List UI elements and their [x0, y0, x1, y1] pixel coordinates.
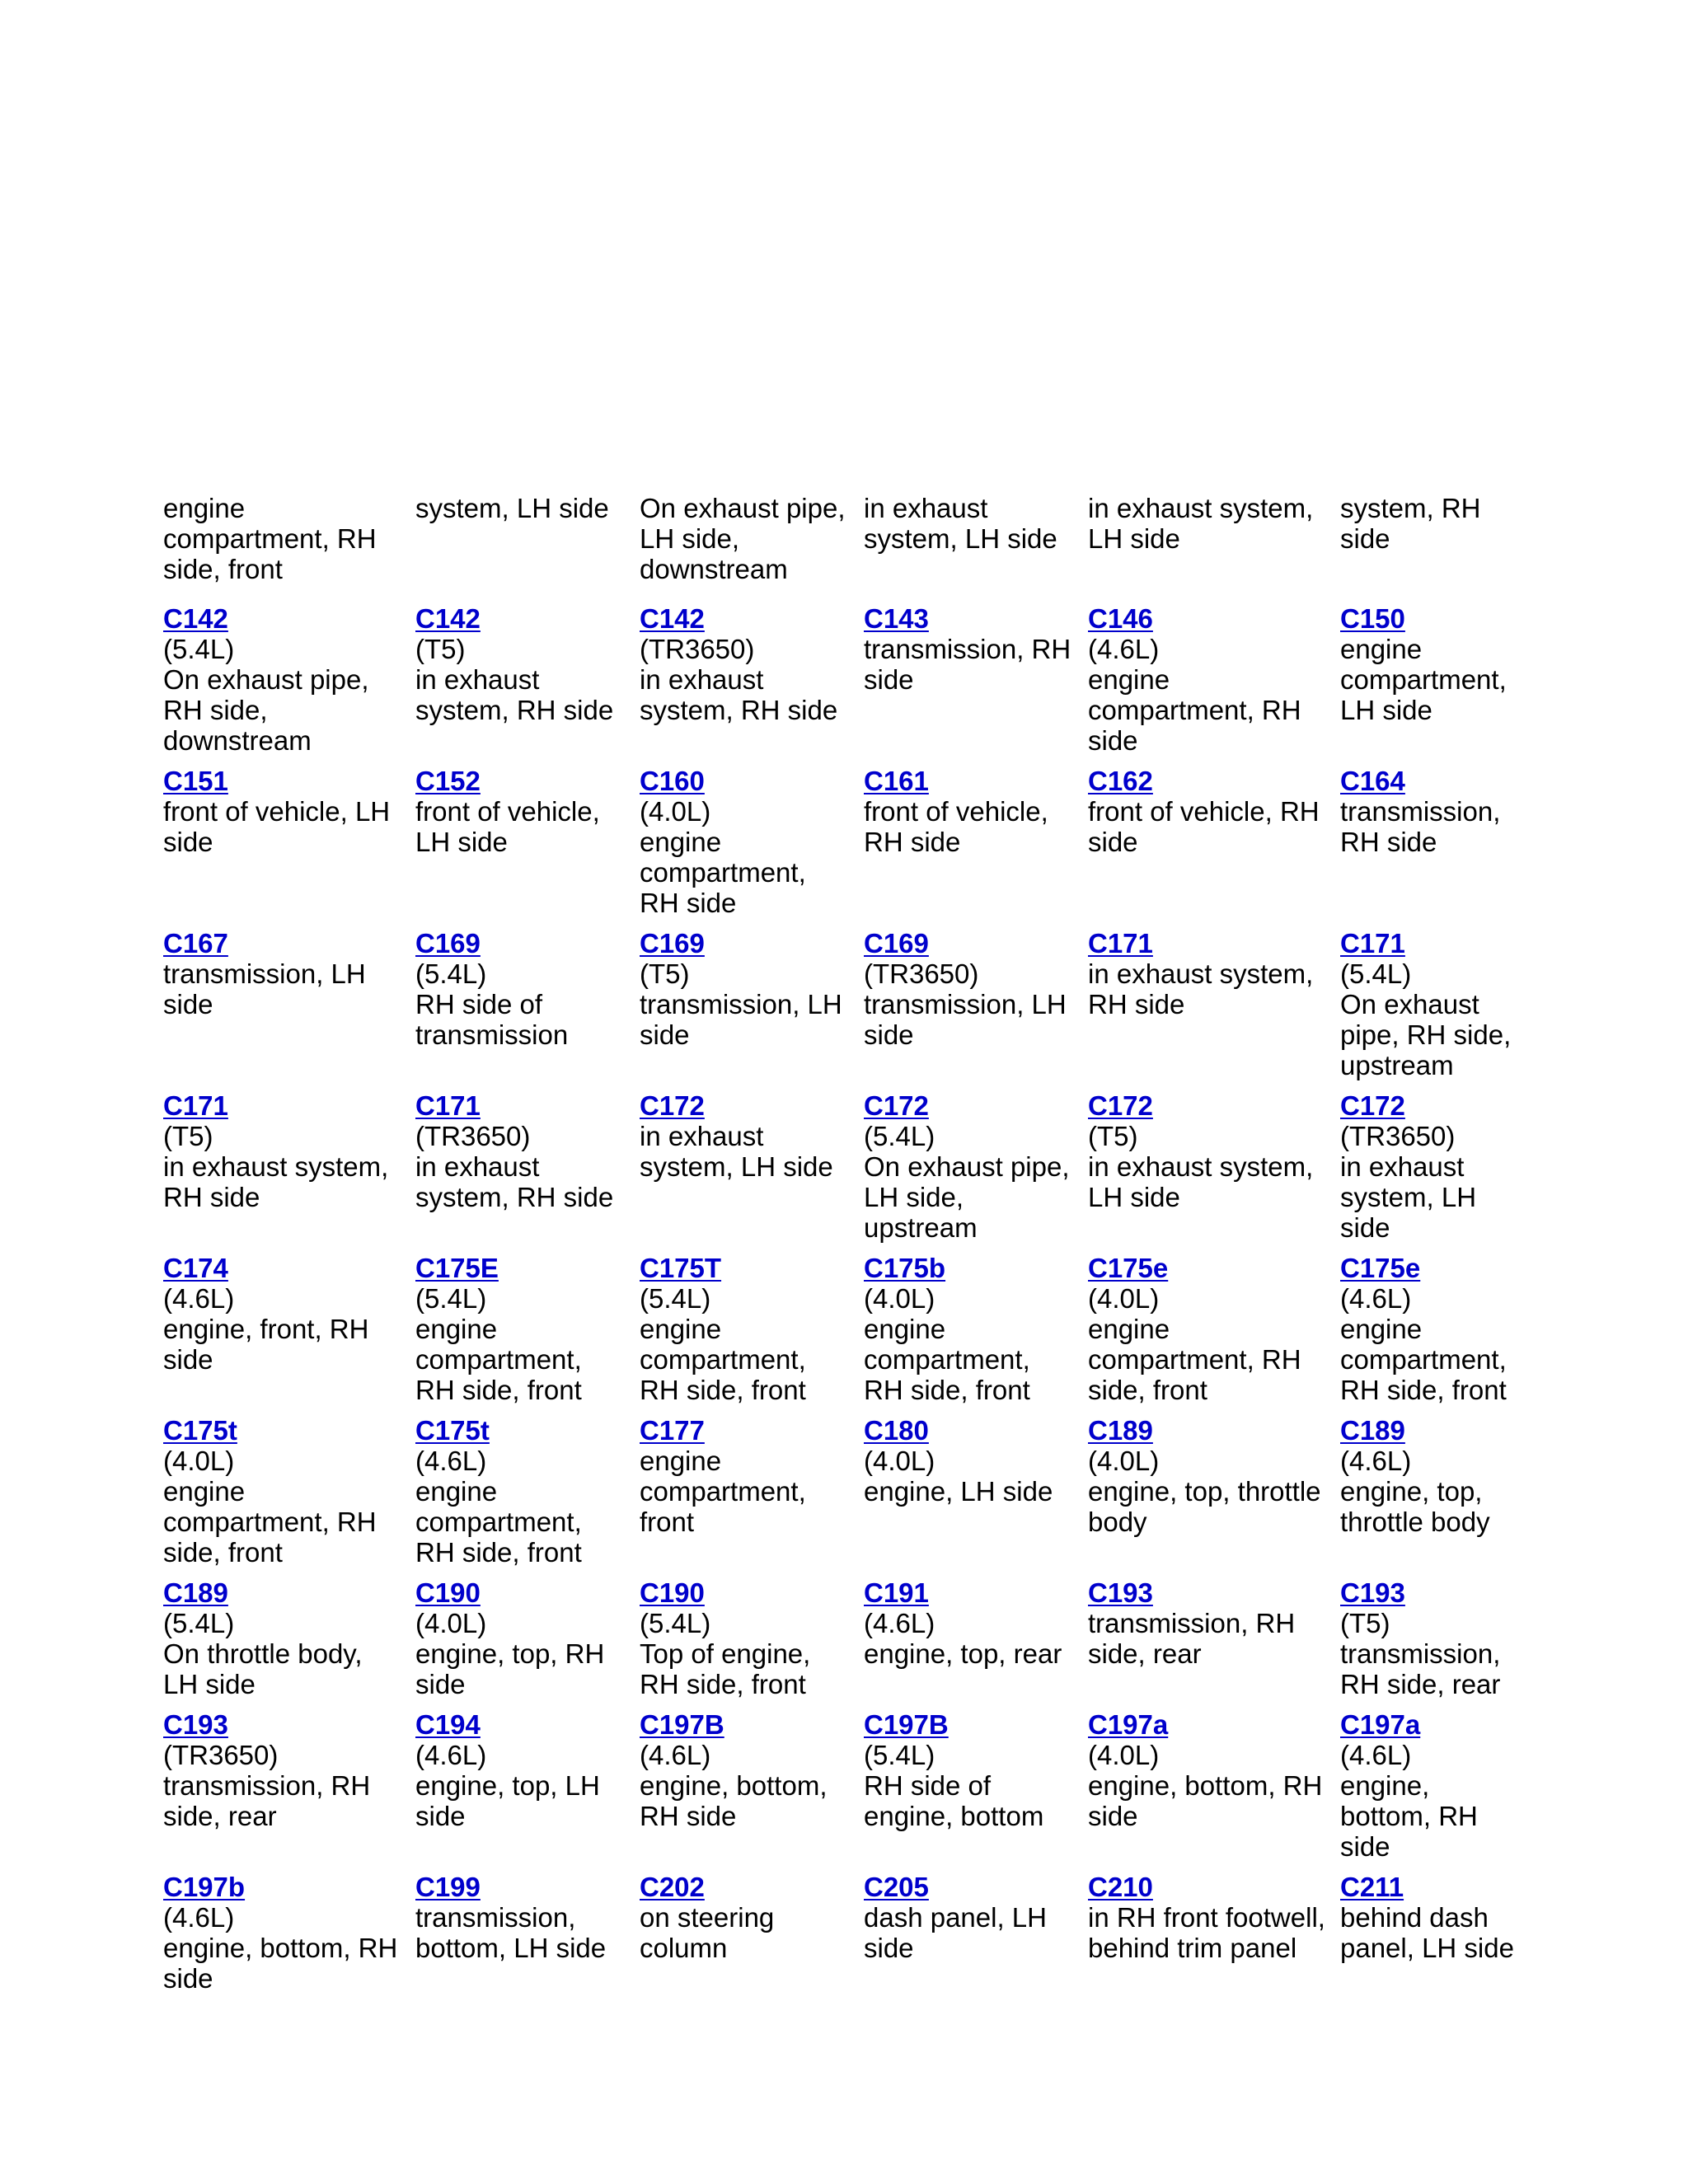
connector-location-text: (4.0L) [1088, 1283, 1160, 1314]
connector-location-text: side [163, 827, 213, 857]
connector-location-text: RH side, [163, 695, 268, 725]
connector-location-text: side [415, 1801, 466, 1831]
connector-location-text: engine [640, 1446, 722, 1476]
connector-link[interactable]: C193 [163, 1709, 228, 1740]
connector-location-text: side [163, 989, 213, 1019]
connector-location-text: transmission, [415, 1902, 576, 1933]
connector-location-text: in exhaust [640, 664, 764, 695]
table-row [163, 1253, 1538, 1415]
connector-location-text: transmission, RH [163, 1770, 371, 1801]
connector-cell [1088, 1709, 1340, 1872]
connector-link[interactable]: C175E [415, 1253, 499, 1283]
connector-location-text: engine, [1340, 1770, 1430, 1801]
connector-location-text: (5.4L) [415, 1283, 487, 1314]
connector-location-text: engine, top, LH [415, 1770, 600, 1801]
connector-cell [1340, 1577, 1538, 1709]
connector-location-text: On exhaust pipe, [864, 1151, 1070, 1182]
connector-cell [163, 1415, 415, 1577]
connector-location-text: side, front [1088, 1375, 1207, 1405]
connector-cell [163, 603, 415, 766]
connector-location-text: engine [415, 1476, 498, 1507]
connector-location-text: compartment, [1340, 1344, 1507, 1375]
connector-location-text: compartment, RH [163, 1507, 377, 1537]
connector-location-text: (TR3650) [415, 1121, 531, 1151]
connector-location-text: LH side [1088, 523, 1180, 554]
connector-location-text: RH side [640, 1801, 737, 1831]
connector-location-text: downstream [163, 725, 312, 756]
connector-cell [415, 1709, 640, 1872]
connector-location-text: system, RH [1340, 493, 1481, 523]
connector-location-text: (4.6L) [163, 1283, 235, 1314]
connector-link[interactable]: C191 [864, 1577, 929, 1608]
connector-location-text: side [864, 664, 914, 695]
connector-cell [864, 1872, 1088, 2034]
connector-location-text: system, LH [1340, 1182, 1477, 1212]
connector-cell [1088, 1577, 1340, 1709]
connector-location-text: front of vehicle, LH [163, 796, 391, 827]
connector-cell [1340, 766, 1538, 928]
connector-location-text: On exhaust pipe, [640, 493, 846, 523]
connector-link[interactable]: C193 [1088, 1577, 1153, 1608]
connector-location-text: On throttle body, [163, 1638, 363, 1669]
connector-location-text: upstream [1340, 1050, 1454, 1080]
connector-link[interactable]: C199 [415, 1872, 481, 1902]
connector-location-text: (4.6L) [1340, 1740, 1412, 1770]
connector-location-text: front of vehicle, [864, 796, 1048, 827]
connector-location-text: (TR3650) [864, 958, 979, 989]
connector-cell [1088, 766, 1340, 928]
connector-location-text: compartment, [640, 857, 806, 888]
connector-link[interactable]: C193 [1340, 1577, 1405, 1608]
connector-location-text: engine [1340, 1314, 1423, 1344]
connector-cell [640, 1709, 864, 1872]
connector-location-text: side [1088, 1801, 1138, 1831]
connector-cell [640, 1253, 864, 1415]
connector-link[interactable]: C175b [864, 1253, 946, 1283]
connector-cell [1088, 603, 1340, 766]
connector-cell [163, 1709, 415, 1872]
connector-location-text: engine [1088, 664, 1170, 695]
connector-location-text: upstream [864, 1212, 978, 1243]
connector-location-text: (5.4L) [864, 1740, 935, 1770]
connector-location-text: (4.0L) [864, 1446, 935, 1476]
connector-location-text: (4.6L) [864, 1608, 935, 1638]
connector-cell [1340, 1090, 1538, 1253]
connector-location-text: bottom, LH side [415, 1933, 607, 1963]
connector-link[interactable]: C175T [640, 1253, 722, 1283]
connector-location-text: (T5) [163, 1121, 213, 1151]
connector-cell [163, 1253, 415, 1415]
connector-cell [1088, 493, 1340, 603]
connector-cell [640, 1090, 864, 1253]
connector-cell [1340, 1872, 1538, 2034]
connector-location-text: (T5) [640, 958, 690, 989]
connector-link[interactable]: C172 [864, 1090, 929, 1121]
connector-location-text: throttle body [1340, 1507, 1490, 1537]
connector-cell [1340, 603, 1538, 766]
connector-location-text: RH side [864, 827, 961, 857]
connector-cell [640, 1872, 864, 2034]
connector-location-text: compartment, [415, 1507, 582, 1537]
connector-link[interactable]: C169 [640, 928, 705, 958]
connector-cell [864, 1415, 1088, 1577]
connector-location-text: Top of engine, [640, 1638, 811, 1669]
connector-location-text: (TR3650) [640, 634, 755, 664]
connector-location-text: (T5) [415, 634, 466, 664]
connector-location-text: (T5) [1340, 1608, 1390, 1638]
connector-link[interactable]: C197B [864, 1709, 949, 1740]
connector-link[interactable]: C146 [1088, 603, 1153, 634]
connector-table-body [163, 493, 1538, 2034]
connector-link[interactable]: C211 [1340, 1872, 1404, 1902]
connector-location-text: system, RH side [415, 695, 614, 725]
connector-location-text: in exhaust [864, 493, 988, 523]
connector-cell [1340, 493, 1538, 603]
connector-location-text: downstream [640, 554, 788, 584]
connector-location-text: engine, top, throttle [1088, 1476, 1321, 1507]
connector-location-text: (4.6L) [1088, 634, 1160, 664]
connector-cell [1088, 928, 1340, 1090]
connector-cell [864, 928, 1088, 1090]
connector-location-text: (4.6L) [1340, 1283, 1412, 1314]
connector-link[interactable]: C169 [864, 928, 929, 958]
connector-link[interactable]: C171 [415, 1090, 481, 1121]
connector-location-text: side [864, 1019, 914, 1050]
connector-location-text: side, rear [163, 1801, 277, 1831]
table-row [163, 1090, 1538, 1253]
connector-cell [640, 1415, 864, 1577]
connector-location-text: side [864, 1933, 914, 1963]
connector-location-text: side [163, 1344, 213, 1375]
connector-location-text: side [1088, 827, 1138, 857]
connector-location-text: LH side, [640, 523, 740, 554]
connector-link[interactable]: C142 [415, 603, 481, 634]
connector-location-text: RH side, front [640, 1669, 806, 1699]
connector-location-text: transmission [415, 1019, 569, 1050]
connector-link[interactable]: C151 [163, 766, 228, 796]
connector-cell [1340, 1709, 1538, 1872]
connector-location-text: side [1340, 1831, 1390, 1862]
connector-link[interactable]: C197a [1088, 1709, 1169, 1740]
connector-link[interactable]: C172 [1088, 1090, 1153, 1121]
connector-location-text: On exhaust [1340, 989, 1479, 1019]
connector-location-text: engine, bottom, RH [163, 1933, 398, 1963]
connector-location-text: RH side of [864, 1770, 992, 1801]
connector-location-text: front of vehicle, [415, 796, 600, 827]
connector-location-text: behind trim panel [1088, 1933, 1297, 1963]
connector-cell [640, 603, 864, 766]
connector-location-text: compartment, [640, 1476, 806, 1507]
connector-location-text: RH side, front [640, 1375, 806, 1405]
connector-location-text: side [1340, 523, 1390, 554]
connector-location-text: LH side [163, 1669, 256, 1699]
connector-location-text: (4.0L) [1088, 1446, 1160, 1476]
connector-location-text: RH side, front [1340, 1375, 1507, 1405]
connector-location-text: system, LH side [415, 493, 609, 523]
connector-location-text: engine, bottom, [640, 1770, 828, 1801]
connector-location-text: engine, top, [1340, 1476, 1483, 1507]
connector-location-text: RH side [1340, 827, 1437, 857]
connector-link[interactable]: C174 [163, 1253, 228, 1283]
connector-location-text: bottom, RH [1340, 1801, 1478, 1831]
connector-location-text: in exhaust system, [1088, 1151, 1314, 1182]
connector-location-text: (5.4L) [640, 1608, 711, 1638]
connector-location-text: body [1088, 1507, 1147, 1537]
connector-location-text: transmission, LH [163, 958, 366, 989]
connector-cell [415, 1415, 640, 1577]
connector-location-text: side, rear [1088, 1638, 1202, 1669]
connector-link[interactable]: C143 [864, 603, 929, 634]
connector-location-text: in exhaust [415, 664, 540, 695]
connector-location-text: transmission, [1340, 1638, 1501, 1669]
connector-location-text: in exhaust system, [1088, 958, 1314, 989]
connector-location-text: transmission, [1340, 796, 1501, 827]
connector-location-text: (4.0L) [640, 796, 711, 827]
connector-location-text: transmission, RH [864, 634, 1071, 664]
connector-location-text: LH side [1340, 695, 1432, 725]
connector-location-text: in exhaust system, [163, 1151, 389, 1182]
connector-location-text: engine, top, RH [415, 1638, 605, 1669]
connector-link[interactable]: C175e [1340, 1253, 1421, 1283]
connector-location-text: engine, LH side [864, 1476, 1053, 1507]
connector-location-text: (5.4L) [1340, 958, 1412, 989]
connector-cell [640, 1577, 864, 1709]
connector-cell [864, 493, 1088, 603]
connector-cell [1088, 1872, 1340, 2034]
connector-location-text: engine [864, 1314, 946, 1344]
connector-location-text: RH side, front [864, 1375, 1030, 1405]
connector-location-text: (5.4L) [864, 1121, 935, 1151]
connector-location-text: side, front [163, 1537, 283, 1568]
connector-cell [864, 1090, 1088, 1253]
connector-link[interactable]: C160 [640, 766, 705, 796]
connector-location-text: side [415, 1669, 466, 1699]
connector-location-text: compartment, [415, 1344, 582, 1375]
connector-location-text: pipe, RH side, [1340, 1019, 1512, 1050]
connector-location-text: engine, front, RH [163, 1314, 369, 1344]
connector-link[interactable]: C205 [864, 1872, 929, 1902]
connector-link[interactable]: C189 [163, 1577, 228, 1608]
connector-link[interactable]: C171 [163, 1090, 228, 1121]
connector-location-text: side [640, 1019, 690, 1050]
connector-cell [163, 1577, 415, 1709]
connector-link[interactable]: C162 [1088, 766, 1153, 796]
connector-location-text: column [640, 1933, 728, 1963]
connector-location-text: system, LH side [640, 1151, 833, 1182]
connector-location-text: dash panel, LH [864, 1902, 1047, 1933]
connector-cell [163, 1872, 415, 2034]
connector-location-text: engine [640, 1314, 722, 1344]
connector-location-text: in exhaust system, [1088, 493, 1314, 523]
table-row [163, 603, 1538, 766]
connector-cell [415, 928, 640, 1090]
connector-location-text: side, front [163, 554, 283, 584]
connector-link[interactable]: C175e [1088, 1253, 1169, 1283]
connector-link[interactable]: C190 [640, 1577, 705, 1608]
connector-cell [1340, 1253, 1538, 1415]
connector-cell [415, 1577, 640, 1709]
connector-location-text: (4.6L) [415, 1740, 487, 1770]
connector-location-text: on steering [640, 1902, 775, 1933]
connector-link[interactable]: C197b [163, 1872, 246, 1902]
connector-location-text: engine [163, 493, 246, 523]
connector-cell [163, 1090, 415, 1253]
connector-location-text: in exhaust [640, 1121, 764, 1151]
table-row [163, 928, 1538, 1090]
connector-location-text: front of vehicle, RH [1088, 796, 1320, 827]
connector-location-text: in exhaust [415, 1151, 540, 1182]
connector-location-text: (5.4L) [640, 1283, 711, 1314]
connector-location-text: (4.0L) [163, 1446, 235, 1476]
connector-location-text: RH side of [415, 989, 543, 1019]
connector-cell [163, 766, 415, 928]
connector-location-text: engine [1088, 1314, 1170, 1344]
connector-location-text: engine, top, rear [864, 1638, 1062, 1669]
connector-link[interactable]: C164 [1340, 766, 1405, 796]
table-row [163, 1872, 1538, 2034]
connector-link[interactable]: C189 [1088, 1415, 1153, 1446]
connector-location-text: in RH front footwell, [1088, 1902, 1325, 1933]
connector-location-text: LH side [415, 827, 508, 857]
connector-link[interactable]: C142 [163, 603, 228, 634]
connector-cell [864, 603, 1088, 766]
connector-link[interactable]: C152 [415, 766, 481, 796]
connector-link[interactable]: C172 [640, 1090, 705, 1121]
connector-location-text: RH side, rear [1340, 1669, 1501, 1699]
connector-link[interactable]: C171 [1340, 928, 1405, 958]
connector-location-text: side [163, 1963, 213, 1994]
connector-location-text: LH side [1088, 1182, 1180, 1212]
connector-link[interactable]: C175t [415, 1415, 490, 1446]
connector-location-text: (TR3650) [163, 1740, 279, 1770]
connector-location-text: compartment, RH [1088, 1344, 1301, 1375]
connector-link[interactable]: C180 [864, 1415, 929, 1446]
connector-location-text: engine, bottom, RH [1088, 1770, 1323, 1801]
connector-location-text: On exhaust pipe, [163, 664, 369, 695]
connector-location-text: compartment, RH [1088, 695, 1301, 725]
connector-link[interactable]: C210 [1088, 1872, 1153, 1902]
connector-link[interactable]: C172 [1340, 1090, 1405, 1121]
connector-cell [415, 1872, 640, 2034]
connector-location-text: (T5) [1088, 1121, 1138, 1151]
connector-location-text: (5.4L) [163, 1608, 235, 1638]
table-row [163, 766, 1538, 928]
connector-cell [640, 493, 864, 603]
connector-cell [864, 766, 1088, 928]
connector-cell [1340, 928, 1538, 1090]
connector-location-text: RH side [1088, 989, 1185, 1019]
connector-cell [864, 1577, 1088, 1709]
table-row [163, 493, 1538, 603]
connector-location-text: panel, LH side [1340, 1933, 1514, 1963]
connector-link[interactable]: C190 [415, 1577, 481, 1608]
connector-location-text: (4.0L) [864, 1283, 935, 1314]
connector-location-text: (4.6L) [415, 1446, 487, 1476]
connector-link[interactable]: C197a [1340, 1709, 1421, 1740]
connector-cell [1088, 1415, 1340, 1577]
table-row [163, 1577, 1538, 1709]
connector-location-text: RH side [163, 1182, 260, 1212]
connector-location-text: side [1340, 1212, 1390, 1243]
connector-location-text: RH side, front [415, 1537, 582, 1568]
connector-location-text: (4.0L) [415, 1608, 487, 1638]
connector-cell [415, 603, 640, 766]
connector-location-text: engine [640, 827, 722, 857]
connector-link[interactable]: C150 [1340, 603, 1405, 634]
connector-location-text: LH side, [864, 1182, 964, 1212]
connector-link[interactable]: C167 [163, 928, 228, 958]
connector-location-text: front [640, 1507, 695, 1537]
connector-location-text: engine [415, 1314, 498, 1344]
connector-location-text: compartment, RH [163, 523, 377, 554]
connector-cell [415, 766, 640, 928]
connector-link[interactable]: C175t [163, 1415, 237, 1446]
connector-link[interactable]: C171 [1088, 928, 1153, 958]
connector-cell [1088, 1253, 1340, 1415]
connector-location-text: (4.6L) [1340, 1446, 1412, 1476]
connector-location-text: in exhaust [1340, 1151, 1465, 1182]
connector-location-text: engine [163, 1476, 246, 1507]
connector-location-text: system, RH side [415, 1182, 614, 1212]
connector-link[interactable]: C194 [415, 1709, 481, 1740]
connector-location-text: system, LH side [864, 523, 1057, 554]
connector-location-text: (4.6L) [163, 1902, 235, 1933]
connector-cell [1340, 1415, 1538, 1577]
connector-location-text: engine, bottom [864, 1801, 1044, 1831]
connector-link[interactable]: C197B [640, 1709, 724, 1740]
connector-location-text: RH side, front [415, 1375, 582, 1405]
connector-location-text: (4.6L) [640, 1740, 711, 1770]
connector-cell [864, 1709, 1088, 1872]
connector-location-text: engine [1340, 634, 1423, 664]
connector-cell [163, 493, 415, 603]
connector-cell [415, 1253, 640, 1415]
connector-location-text: (5.4L) [415, 958, 487, 989]
connector-location-text: transmission, RH [1088, 1608, 1296, 1638]
connector-cell [415, 1090, 640, 1253]
connector-link[interactable]: C202 [640, 1872, 705, 1902]
connector-link[interactable]: C169 [415, 928, 481, 958]
connector-cell [163, 928, 415, 1090]
connector-cell [864, 1253, 1088, 1415]
connector-location-text: side [1088, 725, 1138, 756]
connector-location-text: compartment, [640, 1344, 806, 1375]
connector-cell [640, 928, 864, 1090]
connector-link[interactable]: C177 [640, 1415, 705, 1446]
connector-link[interactable]: C142 [640, 603, 705, 634]
connector-location-text: compartment, [864, 1344, 1030, 1375]
connector-location-text: (TR3650) [1340, 1121, 1456, 1151]
connector-location-text: behind dash [1340, 1902, 1489, 1933]
connector-location-text: compartment, [1340, 664, 1507, 695]
connector-location-text: (4.0L) [1088, 1740, 1160, 1770]
table-row [163, 1709, 1538, 1872]
connector-cell [415, 493, 640, 603]
connector-location-text: transmission, LH [640, 989, 842, 1019]
connector-location-text: (5.4L) [163, 634, 235, 664]
connector-location-text: transmission, LH [864, 989, 1067, 1019]
table-row [163, 1415, 1538, 1577]
connector-link[interactable]: C161 [864, 766, 929, 796]
connector-location-text: RH side [640, 888, 737, 918]
connector-cell [1088, 1090, 1340, 1253]
connector-location-text: system, RH side [640, 695, 838, 725]
connector-location-table [163, 493, 1538, 2034]
connector-link[interactable]: C189 [1340, 1415, 1405, 1446]
connector-cell [640, 766, 864, 928]
